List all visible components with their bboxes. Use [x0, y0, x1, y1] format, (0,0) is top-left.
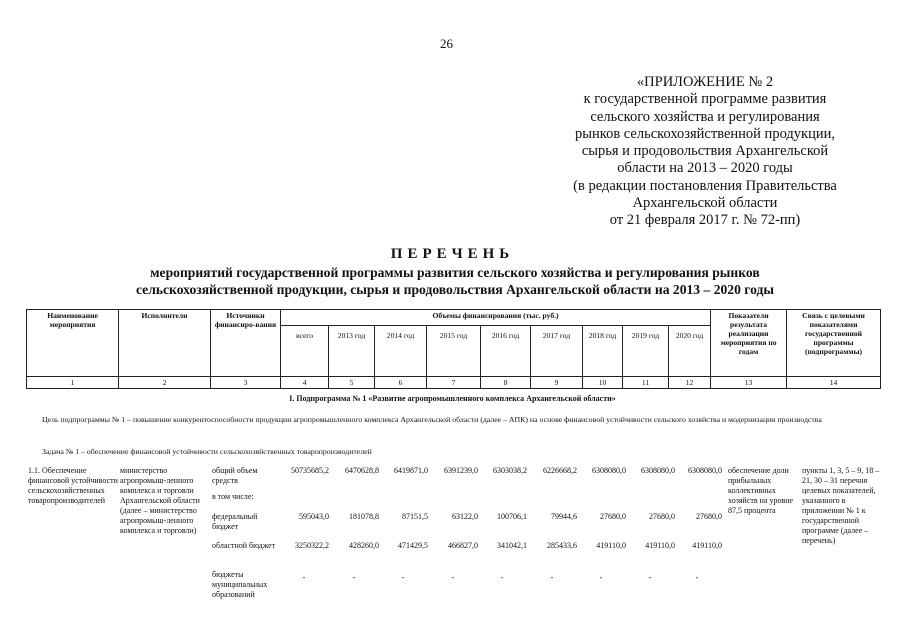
appendix-line: рынков сельскохозяйственной продукции, [575, 125, 835, 142]
value-cell: 6303038,2 [493, 466, 527, 475]
value-cell: 419110,0 [645, 541, 675, 550]
value-cell: - [352, 573, 356, 582]
col-number: 9 [531, 377, 583, 389]
value-cell: - [451, 573, 455, 582]
value-cell: 595043,0 [299, 512, 329, 521]
value-cell: 3250322,2 [295, 541, 329, 550]
document-subtitle [40, 265, 870, 298]
col-year-header: 2017 год [531, 326, 583, 377]
value-cell: 6391239,0 [444, 466, 478, 475]
value-cell: 6226668,2 [543, 466, 577, 475]
value-cell: - [695, 573, 699, 582]
value-cell: 466827,0 [448, 541, 478, 550]
col-number: 10 [583, 377, 623, 389]
value-cell: - [599, 573, 603, 582]
document-title: ПЕРЕЧЕНЬ [390, 246, 515, 262]
source-label: областной бюджет [212, 541, 276, 550]
section-title: I. Подпрограмма № 1 «Развитие агропромышленного комплекса Архангельской области» [289, 394, 616, 403]
value-cell: 6419871,0 [394, 466, 428, 475]
value-cell: 27680,0 [696, 512, 722, 521]
col-name-header: Наименование мероприятия [27, 310, 119, 377]
value-cell: - [302, 573, 306, 582]
value-cell: - [550, 573, 554, 582]
subtitle-line: сельскохозяйственной продукции, сырья и продовольствия Архангельской области на 2013 – 2020 годы [135, 281, 775, 297]
row-link: пункты 1, 3, 5 – 9, 18 – 21, 30 – 31 перечня целевых показателей, указанного в приложении № 1 к государственной программе (далее – перечень) [802, 466, 880, 545]
appendix-line: Архангельской области [632, 195, 778, 212]
row-indicator: обеспечение доли прибыльных коллективных хозяйств на уровне 87,5 процента [728, 466, 794, 515]
appendix-line: сырья и продовольствия Архангельской [581, 143, 829, 160]
col-year-header: 2019 год [623, 326, 669, 377]
appendix-line: к государственной программе развития [583, 91, 827, 108]
source-label: в том числе: [212, 492, 254, 501]
value-cell: - [401, 573, 405, 582]
col-number: 3 [211, 377, 281, 389]
value-cell: 419110,0 [692, 541, 722, 550]
col-number: 13 [711, 377, 787, 389]
col-number: 6 [375, 377, 427, 389]
subprogram-task: Задача № 1 – обеспечение финансовой устойчивости сельскохозяйственных товаропроизводителей [42, 447, 372, 456]
col-number: 8 [481, 377, 531, 389]
value-cell: 181078,8 [349, 512, 379, 521]
appendix-header [520, 74, 890, 230]
value-cell: 50735685,2 [291, 466, 329, 475]
appendix-line: области на 2013 – 2020 годы [617, 160, 793, 177]
value-cell: 27680,0 [649, 512, 675, 521]
subprogram-goal: Цель подпрограммы № 1 – повышение конкурентоспособности продукции агропромышленного комплекса Архангельской области (далее – АПК) на основе финансовой устойчивости сельского хозяйства и модернизации производства [42, 415, 822, 424]
col-link-header: Связь с целевыми показателями государственной программы (подпрограммы) [787, 310, 881, 377]
col-year-header: 2014 год [375, 326, 427, 377]
col-number: 7 [427, 377, 481, 389]
table-header [26, 309, 881, 389]
page-number: 26 [440, 36, 453, 51]
value-cell: - [500, 573, 504, 582]
value-cell: 419110,0 [596, 541, 626, 550]
col-number: 11 [623, 377, 669, 389]
value-cell: 87151,5 [402, 512, 428, 521]
appendix-line: сельского хозяйства и регулирования [590, 108, 820, 125]
col-volume-header: Объемы финансирования (тыс. руб.) [281, 310, 711, 326]
source-label: бюджеты муниципальных образований [212, 570, 268, 599]
value-cell: 63122,0 [452, 512, 478, 521]
col-number: 2 [119, 377, 211, 389]
col-year-header: 2020 год [669, 326, 711, 377]
col-indicators-header: Показатели результата реализации мероприятия по годам [711, 310, 787, 377]
value-cell: 79944,6 [551, 512, 577, 521]
value-cell: 100706,1 [497, 512, 527, 521]
col-number: 12 [669, 377, 711, 389]
appendix-line: «ПРИЛОЖЕНИЕ № 2 [636, 74, 774, 90]
appendix-line: от 21 февраля 2017 г. № 72-пп) [609, 212, 801, 229]
col-year-header: 2015 год [427, 326, 481, 377]
value-cell: 6308080,0 [688, 466, 722, 475]
value-cell: 6470628,8 [345, 466, 379, 475]
source-label: общий объем средств [212, 466, 258, 485]
value-cell: 341042,1 [497, 541, 527, 550]
col-year-header: 2018 год [583, 326, 623, 377]
value-cell: 6308080,0 [641, 466, 675, 475]
row-name: 1.1. Обеспечение финансовой устойчивости сельскохозяйственных товаропроизводителей [28, 466, 118, 505]
value-cell: 471429,5 [398, 541, 428, 550]
value-cell: 428260,0 [349, 541, 379, 550]
col-number: 4 [281, 377, 329, 389]
col-exec-header: Исполнители [119, 310, 211, 377]
source-label: федеральный бюджет [212, 512, 258, 531]
value-cell: - [648, 573, 652, 582]
col-year-header: 2016 год [481, 326, 531, 377]
col-total-header: всего [281, 326, 329, 377]
appendix-line: (в редакции постановления Правительства [573, 177, 837, 194]
col-number: 5 [329, 377, 375, 389]
col-number: 14 [787, 377, 881, 389]
value-cell: 6308080,0 [592, 466, 626, 475]
col-year-header: 2013 год [329, 326, 375, 377]
subtitle-line: мероприятий государственной программы развития сельского хозяйства и регулирования рынков [150, 265, 760, 280]
value-cell: 27680,0 [600, 512, 626, 521]
row-executor: министерство агропромыш-ленного комплекса и торговли Архангельской области (далее – министерство агропромыш-ленного комплекса и торговли) [120, 466, 200, 535]
col-number: 1 [27, 377, 119, 389]
value-cell: 285433,6 [547, 541, 577, 550]
col-source-header: Источники финансиро-вания [211, 310, 281, 377]
